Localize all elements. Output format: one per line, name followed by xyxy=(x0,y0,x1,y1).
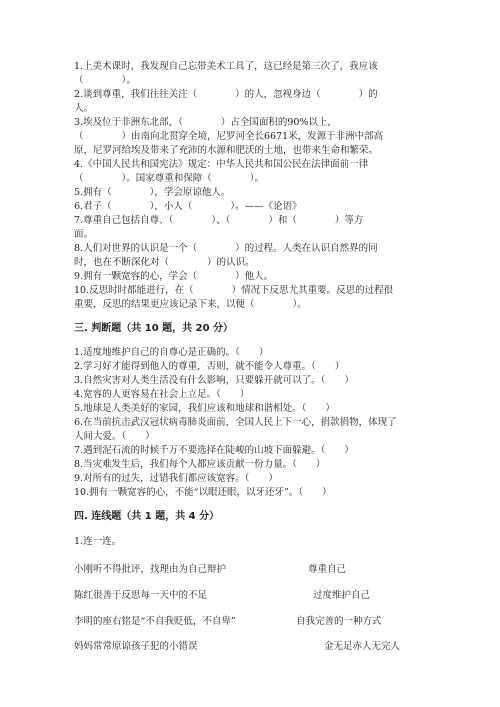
q10-line1: 10.反思时时都能进行，在（ ）情况下反思尤其重要。反思的过程很 xyxy=(74,285,394,296)
judge-item-5: 5.地球是人类美好的家园，我们应该和地球和谐相处。（ ） xyxy=(74,403,335,414)
judge-item-7: 7.遇到泥石流的时候千万不要选择在陡峻的山坡下面躲避。（ ） xyxy=(74,445,354,456)
match-left-1: 小刚听不得批评，找理由为自己辩护 xyxy=(74,564,227,575)
q1-line1: 1.上美术课时，我发现自己忘带美术工具了，这已经是第三次了，我应该 xyxy=(74,61,378,72)
q8-line2: 时，也在不断深化对（ ）的认识。 xyxy=(74,257,255,268)
match-right-1: 尊重自己 xyxy=(308,564,347,575)
judge-item-9: 9.对所有的过失，过错我们都应该宽容。（ ） xyxy=(74,473,278,484)
match-right-2: 过度维护自己 xyxy=(313,590,371,601)
q5-line1: 5.拥有（ ），学会原谅他人。 xyxy=(74,187,231,198)
match-left-2: 陈红很善于反思每一天中的不足 xyxy=(74,590,208,601)
match-left-3: 李明的座右铭是“不自我贬低，不自卑” xyxy=(74,616,236,627)
q9-line1: 9.拥有一颗宽容的心，学会（ ）他人。 xyxy=(74,271,274,282)
judge-item-4: 4.宽容的人更容易在社会上立足。（ ） xyxy=(74,389,250,400)
q3-line3: 原，尼罗河给埃及带来了充沛的水源和肥沃的土地，也带来生命和繁荣。 xyxy=(74,145,379,156)
judge-item-8: 8.当灾难发生后，我们每个人都应该贡献一份力量。（ ） xyxy=(74,459,326,470)
q4-line2: （ ）。国家尊重和保障（ ）。 xyxy=(74,173,265,184)
matching-question: 1.连一连。 xyxy=(74,536,122,547)
judge-item-1: 1.适度地维护自己的自尊心是正确的。（ ） xyxy=(74,347,269,358)
judge-item-2: 2.学习好才能得到他人的尊重，否则，就不能令人尊重。（ ） xyxy=(74,361,345,372)
q8-line1: 8.人们对世界的认识是一个（ ）的过程。人类在认识自然界的同 xyxy=(74,243,378,254)
q6-line1: 6.君子（ ），小人（ ）。——《论语》 xyxy=(74,201,302,212)
judge-section-title: 三. 判断题（共 10 题，共 20 分） xyxy=(74,323,234,334)
q2-line2: 人。 xyxy=(74,103,94,114)
q10-line2: 重要，反思的结果更应该记录下来，以便（ ）。 xyxy=(74,299,307,310)
q7-line2: 面。 xyxy=(74,229,94,240)
judge-item-10: 10.拥有一颗宽容的心，不能“以眼还眼，以牙还牙”。（ ） xyxy=(74,487,332,498)
match-left-4: 妈妈常常原谅孩子犯的小错误 xyxy=(74,641,198,652)
q7-line1: 7.尊重自己包括自尊、（ ）、（ ）和（ ）等方 xyxy=(74,215,364,226)
matching-section-title: 四. 连线题（共 1 题，共 4 分） xyxy=(74,511,220,522)
judge-item-6-line2: 人间大爱。（ ） xyxy=(74,431,155,442)
match-right-4: 金无足赤人无完人 xyxy=(324,641,401,652)
judge-item-3: 3.自然灾害对人类生活没有什么影响，只要躲开就可以了。（ ） xyxy=(74,375,354,386)
q3-line2: （ ）由南向北贯穿全境，尼罗河全长6671米，发源于非洲中部高 xyxy=(74,131,384,142)
q3-line1: 3.埃及位于非洲东北部，（ ）占全国面积的90%以上， xyxy=(74,117,337,128)
match-right-3: 自我完善的一种方式 xyxy=(296,616,382,627)
judge-item-6-line1: 6.在当前抗击武汉冠状病毒肺炎面前，全国人民上下一心，捐款捐物，体现了 xyxy=(74,417,397,428)
q4-line1: 4.《中国人民共和国宪法》规定：中华人民共和国公民在法律面前一律 xyxy=(74,159,369,170)
q2-line1: 2.谈到尊重，我们往往关注（ ）的人，忽视身边（ ）的 xyxy=(74,89,378,100)
q1-line2: （ ）。 xyxy=(74,75,136,86)
